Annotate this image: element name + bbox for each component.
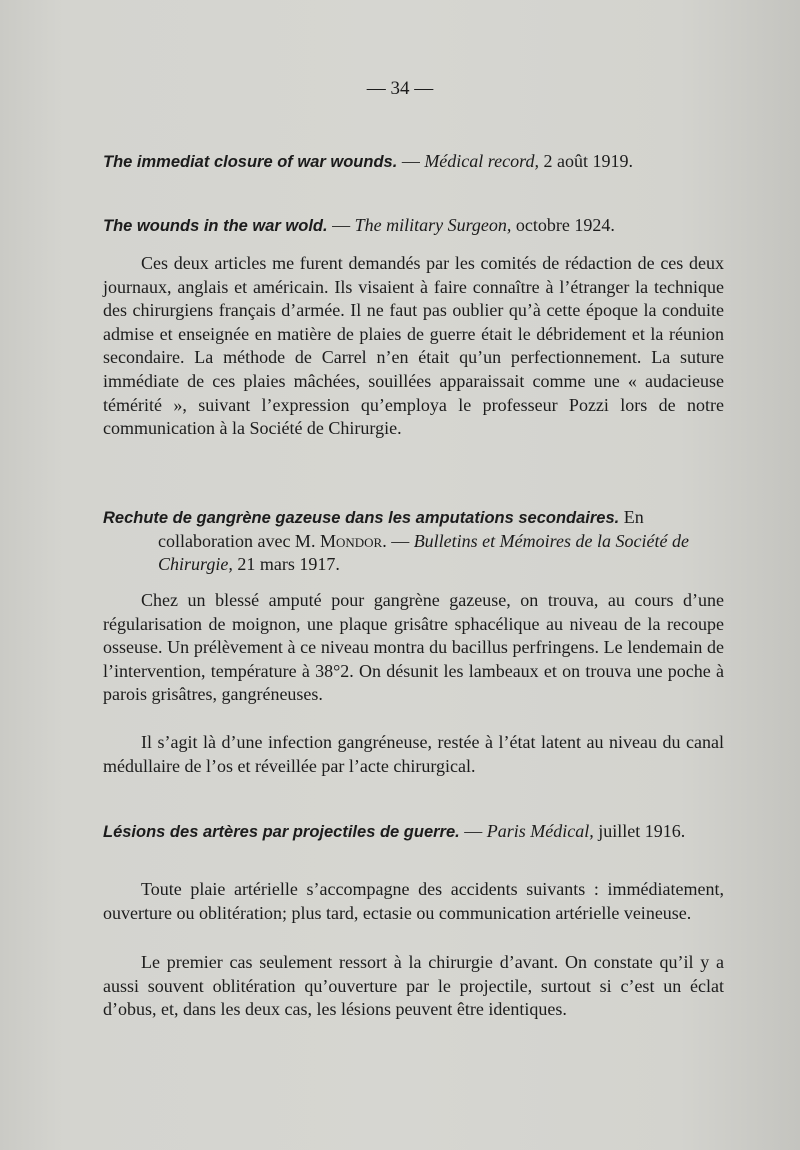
- body-paragraph: Il s’agit là d’une infection gangréneuse, restée à l’état latent au niveau du canal médullaire de l’os et réveillée par l’acte chirurgical.: [103, 732, 724, 776]
- reference-title: The wounds in the war wold.: [103, 217, 328, 235]
- reference-dash: —: [397, 151, 425, 171]
- reference-title: Rechute de gangrène gazeuse dans les amputations secondaires.: [103, 509, 620, 527]
- reference-collab-prefix: En collaboration avec M.: [158, 507, 644, 551]
- reference-entry: [103, 214, 723, 238]
- reference-source: The military Surgeon,: [354, 215, 512, 235]
- reference-entry: [103, 506, 723, 576]
- reference-title: The immediat closure of war wounds.: [103, 153, 398, 171]
- reference-collaborator: Mondor: [319, 531, 383, 551]
- reference-title: Lésions des artères par projectiles de guerre.: [103, 823, 460, 841]
- reference-dash: —: [459, 821, 487, 841]
- reference-entry: [103, 150, 723, 174]
- page-number: — 34 —: [366, 78, 434, 99]
- reference-date: 21 mars 1917.: [232, 554, 340, 574]
- reference-entry: [103, 820, 723, 844]
- body-paragraph: Chez un blessé amputé pour gangrène gazeuse, on trouva, au cours d’une régularisation de moignon, une plaque grisâtre sphacélique au niveau de la recoupe osseuse. Un prélèvement à ce niveau montra du bacillus perfringens. Le lendemain de l’intervention, température à 38°2. On désunit les lambeaux et on trouva une poche à parois grisâtres, gangréneuses.: [103, 590, 724, 705]
- reference-date: octobre 1924.: [511, 215, 615, 235]
- body-paragraph: Ces deux articles me furent demandés par les comités de rédaction de ces deux journaux, anglais et américain. Ils visaient à faire connaître à l’étranger la technique des chirurgiens français d’armée. Il ne faut pas oublier qu’à cette époque la conduite admise et enseignée en matière de plaies de guerre était le débridement et la réunion secondaire. La méthode de Carrel n’en était qu’un perfectionnement. La suture immédiate de ces plaies mâchées, souillées apparaissait comme une « audacieuse témérité », suivant l’expression qu’employa le professeur Pozzi lors de notre communication à la Société de Chirurgie.: [103, 253, 724, 439]
- reference-date: juillet 1916.: [593, 821, 686, 841]
- reference-dash: —: [327, 215, 355, 235]
- reference-collab-suffix: . —: [382, 531, 414, 551]
- reference-source: Paris Médical,: [486, 821, 594, 841]
- body-paragraph: Toute plaie artérielle s’accompagne des accidents suivants : immédiatement, ouverture ou oblitération; plus tard, ectasie ou communication artérielle veineuse.: [103, 879, 724, 923]
- reference-source: Bulletins et Mémoires de la Société de Chirurgie,: [158, 531, 689, 574]
- reference-source: Médical record,: [424, 151, 539, 171]
- reference-date: 2 août 1919.: [538, 151, 633, 171]
- body-paragraph: Le premier cas seulement ressort à la chirurgie d’avant. On constate qu’il y a aussi souvent oblitération qu’ouverture par le projectile, surtout si c’est un éclat d’obus, et, dans les deux cas, les lésions peuvent être identiques.: [103, 952, 724, 1020]
